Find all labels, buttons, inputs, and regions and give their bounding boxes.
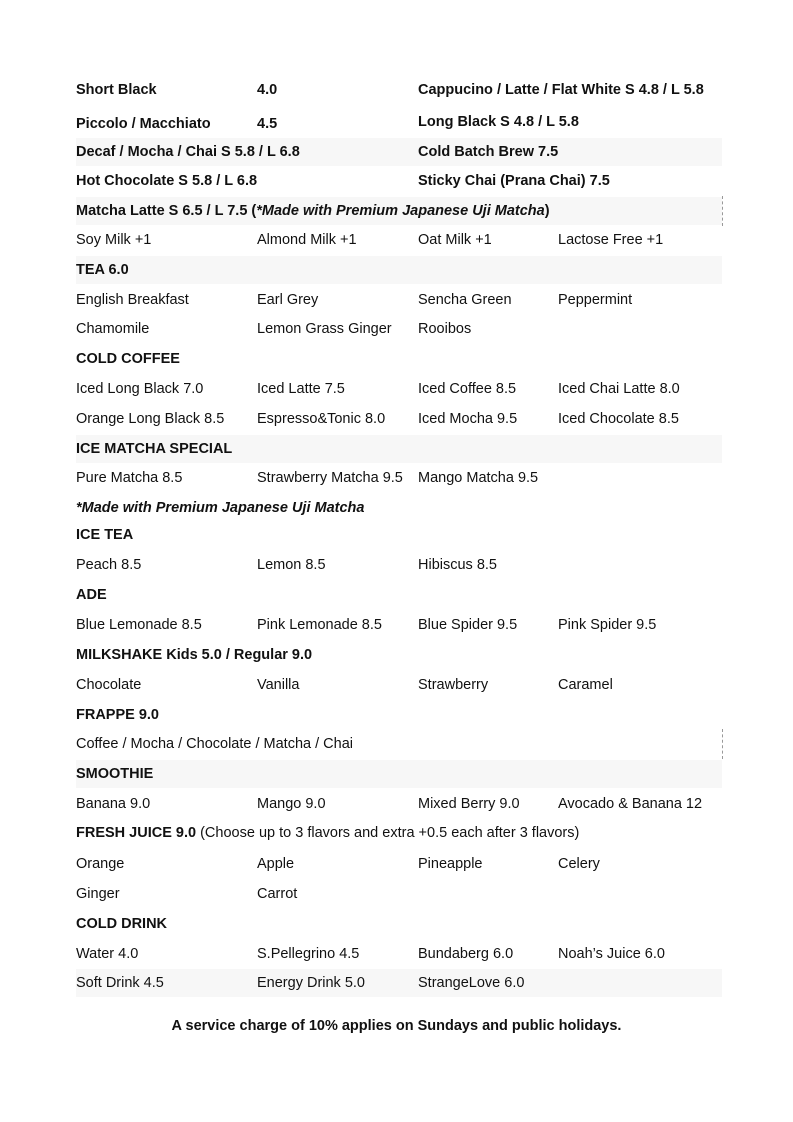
item-long-black: Long Black S 4.8 / L 5.8 [418,114,579,130]
section-heading-cold-coffee: COLD COFFEE [76,351,180,367]
item-hot-chocolate: Hot Chocolate S 5.8 / L 6.8 [76,173,258,189]
section-heading-smoothie: SMOOTHIE [76,766,154,782]
coffee-row-2 [76,110,722,138]
menu-item: Hibiscus 8.5 [418,557,497,573]
menu-item: Bundaberg 6.0 [418,946,514,962]
menu-item: Caramel [558,677,613,693]
item-cold-batch: Cold Batch Brew 7.5 [418,144,559,160]
milk-lactose-free: Lactose Free +1 [558,232,664,248]
menu-item: Mango 9.0 [257,796,326,812]
item-piccolo: Piccolo / Macchiato [76,116,211,132]
menu-item: Espresso&Tonic 8.0 [257,411,386,427]
menu-item: Strawberry Matcha 9.5 [257,470,403,486]
menu-item: StrangeLove 6.0 [418,975,525,991]
menu-item: Rooibos [418,321,472,337]
item-sticky-chai: Sticky Chai (Prana Chai) 7.5 [418,173,610,189]
coffee-row-3 [76,138,722,166]
fresh-juice-row-2 [76,880,722,908]
section-heading-frappe: FRAPPE 9.0 [76,707,159,723]
menu-item: Pineapple [418,856,483,872]
menu-item: Water 4.0 [76,946,139,962]
menu-item: Chamomile [76,321,150,337]
milk-almond: Almond Milk +1 [257,232,357,248]
menu-item: Orange Long Black 8.5 [76,411,225,427]
ice-tea-row-1 [76,551,722,579]
menu-item: Iced Chai Latte 8.0 [558,381,680,397]
tea-heading-row [76,256,722,284]
frappe-row-1 [76,730,722,758]
item-cappuccino: Cappucino / Latte / Flat White S 4.8 / L 5.8 [418,82,704,98]
section-heading-fresh-juice: FRESH JUICE 9.0 [76,825,197,841]
menu-item: Banana 9.0 [76,796,151,812]
section-heading-tea: TEA 6.0 [76,262,129,278]
menu-item: Mixed Berry 9.0 [418,796,520,812]
menu-item: Sencha Green [418,292,512,308]
milk-soy: Soy Milk +1 [76,232,152,248]
matcha-latte-note: *Made with Premium Japanese Uji Matcha [256,203,545,219]
fresh-juice-note: (Choose up to 3 flavors and extra +0.5 each after 3 flavors) [196,825,580,841]
menu-item: Lemon 8.5 [257,557,326,573]
tea-row-1 [76,286,722,314]
tea-row-2 [76,315,722,343]
menu-item: Blue Lemonade 8.5 [76,617,202,633]
menu-item: Blue Spider 9.5 [418,617,518,633]
ice-tea-heading-row [76,521,722,549]
ade-heading-row [76,581,722,609]
price-short-black: 4.0 [257,82,278,98]
fresh-juice-heading-row [76,819,722,847]
menu-item: Lemon Grass Ginger [257,321,392,337]
matcha-note: *Made with Premium Japanese Uji Matcha [76,500,365,516]
fresh-juice-row-1 [76,850,722,878]
dashed-margin-mark [722,729,723,759]
matcha-latte-close: ) [544,203,550,219]
coffee-row-5 [76,197,722,225]
item-decaf: Decaf / Mocha / Chai S 5.8 / L 6.8 [76,144,300,160]
matcha-latte-price: Matcha Latte S 6.5 / L 7.5 ( [76,203,257,219]
milk-row [76,226,722,254]
menu-item: Energy Drink 5.0 [257,975,365,991]
cold-coffee-row-1 [76,375,722,403]
menu-item: Celery [558,856,600,872]
smoothie-heading-row [76,760,722,788]
milkshake-heading-row [76,641,722,669]
menu-item: Chocolate [76,677,142,693]
section-heading-cold-drink: COLD DRINK [76,916,168,932]
milk-oat: Oat Milk +1 [418,232,492,248]
menu-item: Iced Long Black 7.0 [76,381,204,397]
menu-item: Iced Mocha 9.5 [418,411,518,427]
item-short-black: Short Black [76,82,157,98]
fresh-juice-heading [76,819,579,847]
cold-coffee-row-2 [76,405,722,433]
menu-item: Coffee / Mocha / Chocolate / Matcha / Chai [76,736,353,752]
menu-item: Apple [257,856,295,872]
menu-item: Iced Latte 7.5 [257,381,345,397]
frappe-heading-row [76,701,722,729]
ade-row-1 [76,611,722,639]
item-matcha-latte [76,197,550,225]
ice-matcha-row-1 [76,464,722,492]
coffee-row-1 [76,76,722,104]
menu-item: Pure Matcha 8.5 [76,470,183,486]
service-charge-note: A service charge of 10% applies on Sundays and public holidays. [171,1018,622,1034]
menu-item: Pink Lemonade 8.5 [257,617,382,633]
menu-item: Vanilla [257,677,300,693]
cold-drink-heading-row [76,910,722,938]
section-heading-milkshake: MILKSHAKE Kids 5.0 / Regular 9.0 [76,647,313,663]
menu-item: Peach 8.5 [76,557,142,573]
menu-item: Peppermint [558,292,633,308]
milkshake-row-1 [76,671,722,699]
price-piccolo: 4.5 [257,116,278,132]
menu-item: S.Pellegrino 4.5 [257,946,360,962]
cold-drink-row-2 [76,969,722,997]
ice-matcha-heading-row [76,435,722,463]
menu-item: English Breakfast [76,292,189,308]
section-heading-ice-tea: ICE TEA [76,527,134,543]
cold-drink-row-1 [76,940,722,968]
menu-item: Carrot [257,886,298,902]
menu-item: Pink Spider 9.5 [558,617,657,633]
menu-item: Iced Chocolate 8.5 [558,411,679,427]
section-heading-ade: ADE [76,587,107,603]
section-heading-ice-matcha: ICE MATCHA SPECIAL [76,441,233,457]
menu-item: Noah’s Juice 6.0 [558,946,665,962]
menu-item: Iced Coffee 8.5 [418,381,517,397]
coffee-row-4 [76,167,722,195]
smoothie-row-1 [76,790,722,818]
menu-item: Avocado & Banana 12 [558,796,703,812]
cold-coffee-heading-row [76,345,722,373]
menu-item: Soft Drink 4.5 [76,975,164,991]
ice-matcha-note-row [76,494,722,522]
menu-item: Orange [76,856,125,872]
menu-item: Earl Grey [257,292,319,308]
menu-item: Mango Matcha 9.5 [418,470,539,486]
menu-item: Strawberry [418,677,489,693]
menu-item: Ginger [76,886,120,902]
dashed-margin-mark [722,196,723,226]
